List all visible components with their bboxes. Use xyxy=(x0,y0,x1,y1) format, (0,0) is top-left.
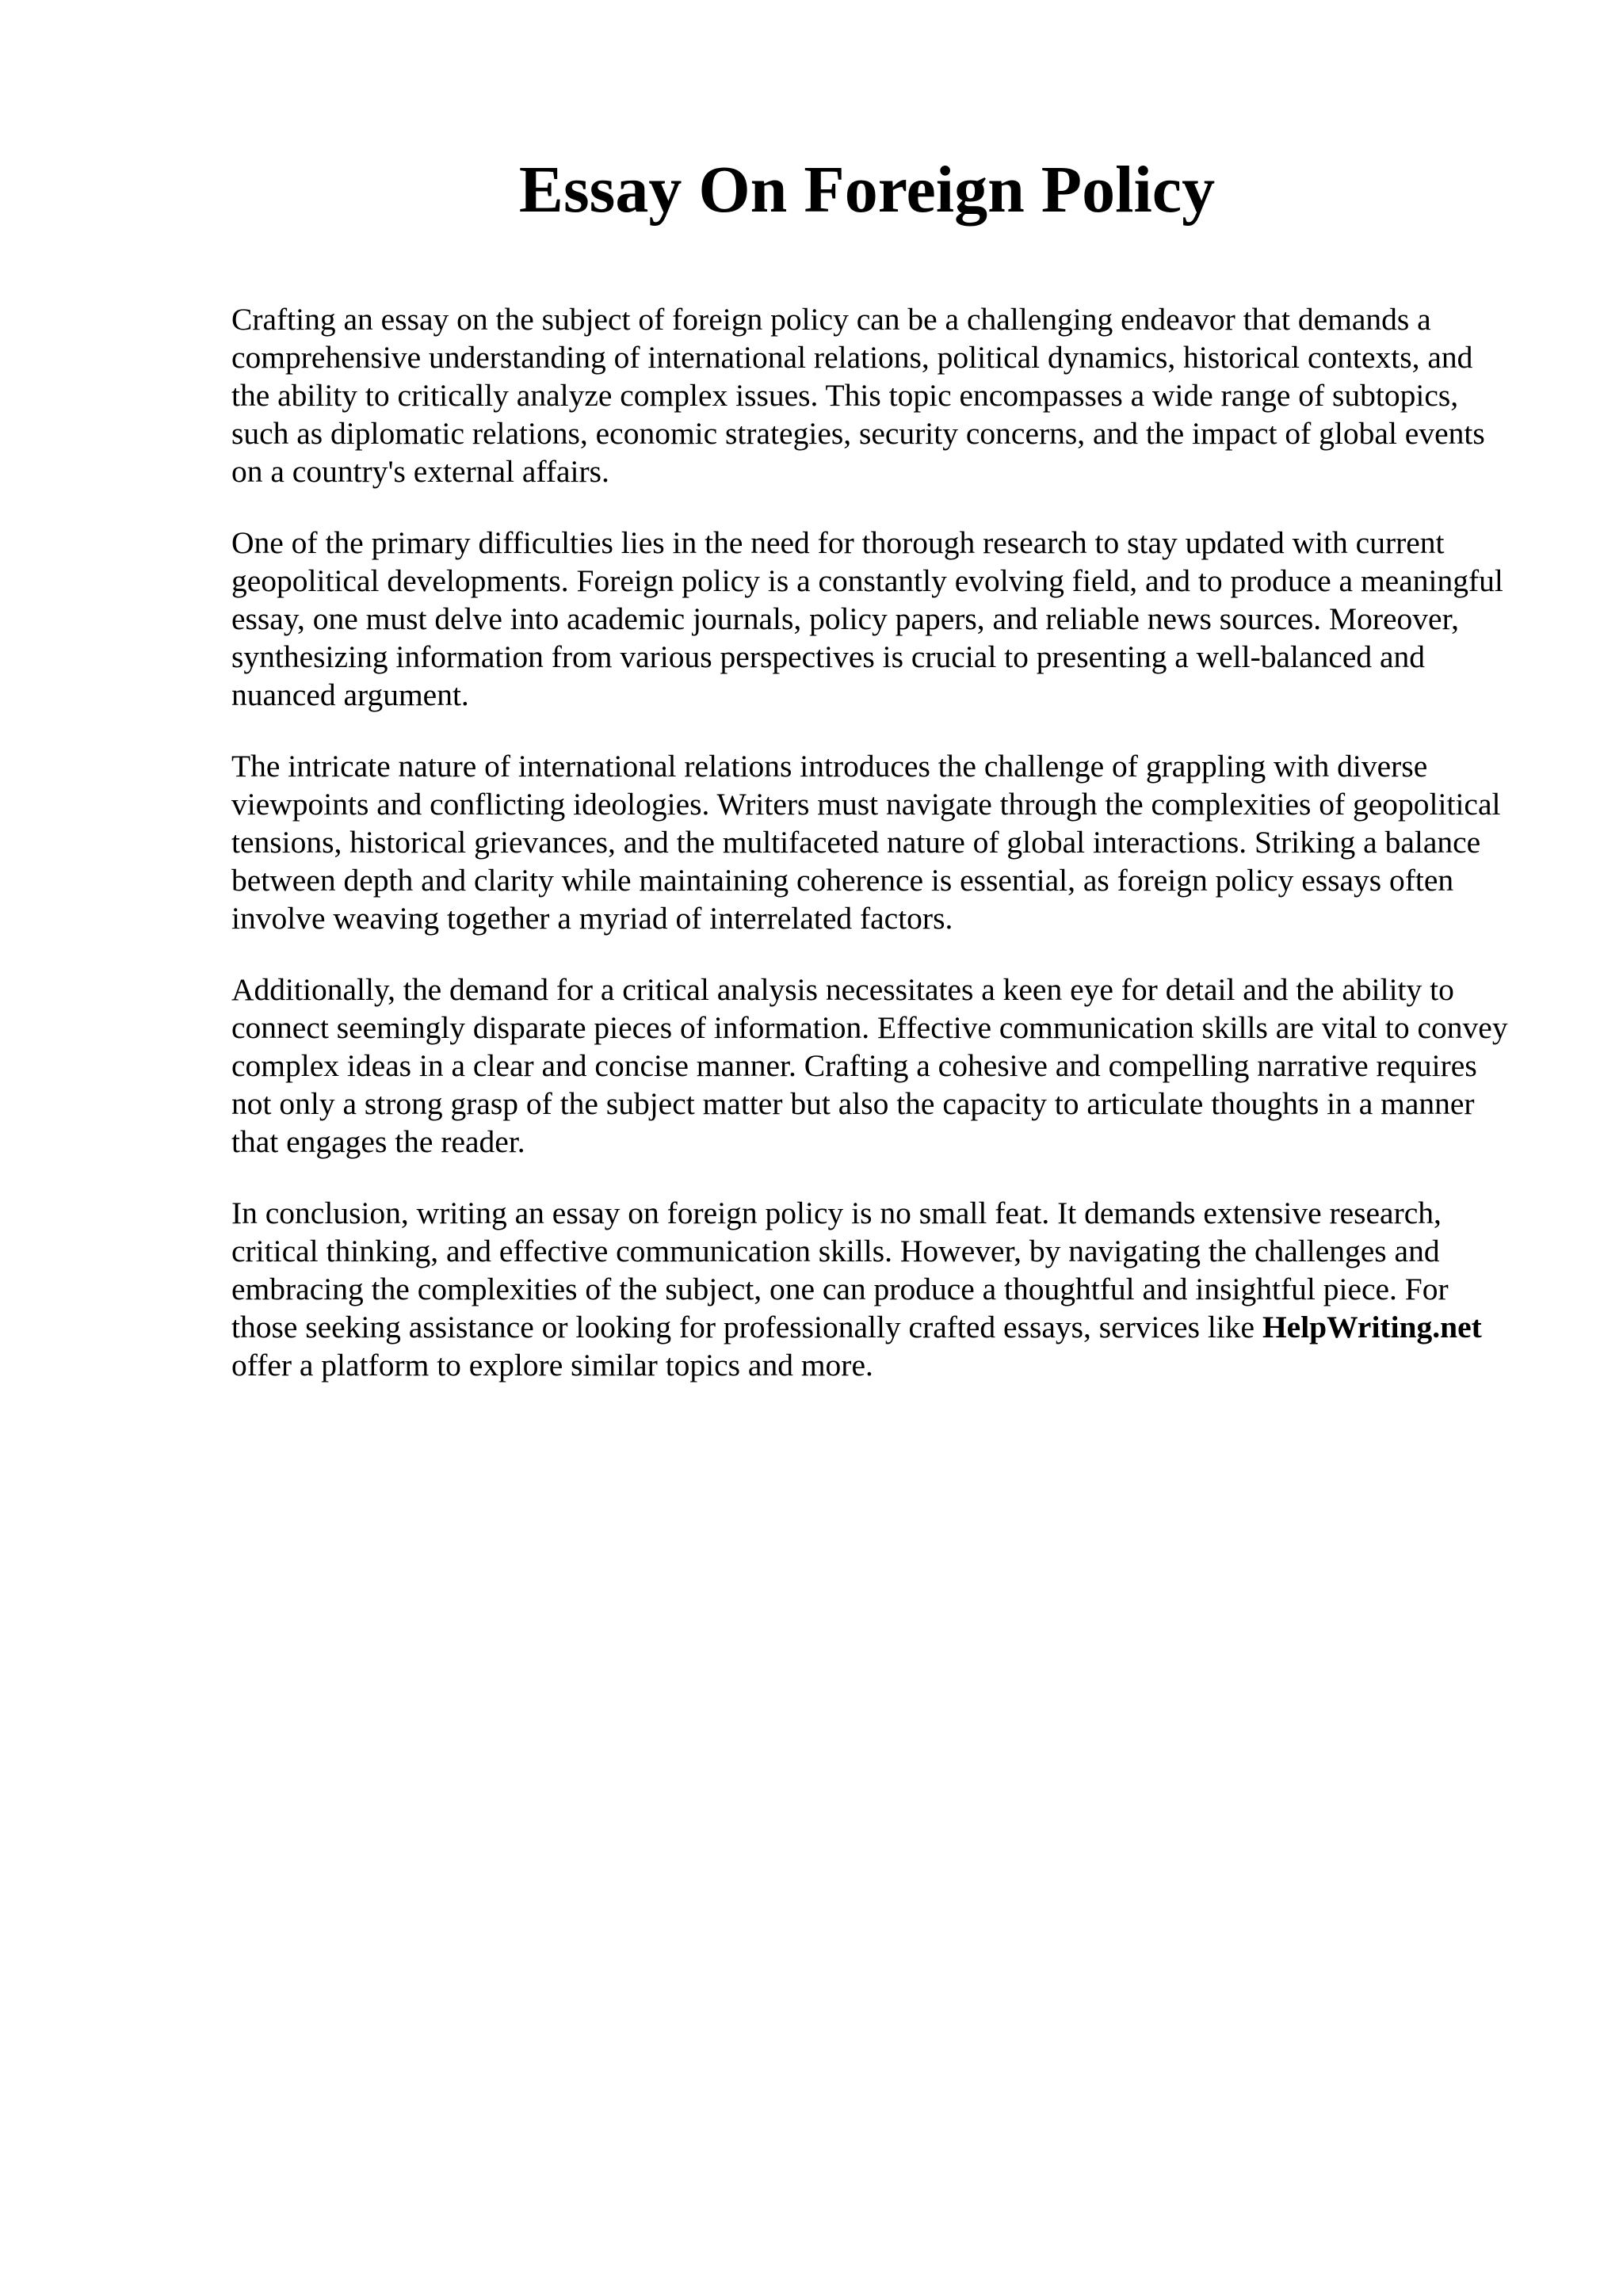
document-title: Essay On Foreign Policy xyxy=(518,153,1216,227)
paragraph-3: The intricate nature of international relations introduces the challenge of grappling with diverse viewpoints and conflicting ideologies. Writers must navigate through the complexities of geopolitical tensions, historical grievances, and the multifaceted nature of global interactions. Striking a balance between depth and clarity while maintaining coherence is essential, as foreign policy essays often involve weaving together a myriad of interrelated factors. xyxy=(231,749,1501,936)
paragraph-1: Crafting an essay on the subject of foreign policy can be a challenging endeavor that demands a comprehensive understanding of international relations, political dynamics, historical contexts, and the ability to critically analyze complex issues. This topic encompasses a wide range of subtopics, such as diplomatic relations, economic strategies, security concerns, and the impact of global events on a country's external affairs. xyxy=(231,302,1485,489)
conclusion-text-end: offer a platform to explore similar topics and more. xyxy=(231,1348,873,1383)
brand-name: HelpWriting.net xyxy=(1262,1310,1482,1344)
conclusion-text: In conclusion, writing an essay on foreign policy is no small feat. It demands extensive research, critical thinking, and effective communication skills. However, by navigating the challenges and embracing the complexities of the subject, one can produce a thoughtful and insightful piece. For those seeking assistance or looking for professionally crafted essays, services like xyxy=(231,1196,1449,1344)
paragraph-4: Additionally, the demand for a critical analysis necessitates a keen eye for detail and the ability to connect seemingly disparate pieces of information. Effective communication skills are vital to convey complex ideas in a clear and concise manner. Crafting a cohesive and compelling narrative requires not only a strong grasp of the subject matter but also the capacity to articulate thoughts in a manner that engages the reader. xyxy=(231,972,1508,1159)
document-body xyxy=(231,300,1515,1417)
conclusion-paragraph xyxy=(231,1194,1515,1384)
paragraph-2: One of the primary difficulties lies in the need for thorough research to stay updated with current geopolitical developments. Foreign policy is a constantly evolving field, and to produce a meaningful essay, one must delve into academic journals, policy papers, and reliable news sources. Moreover, synthesizing information from various perspectives is crucial to presenting a well-balanced and nuanced argument. xyxy=(231,525,1503,712)
